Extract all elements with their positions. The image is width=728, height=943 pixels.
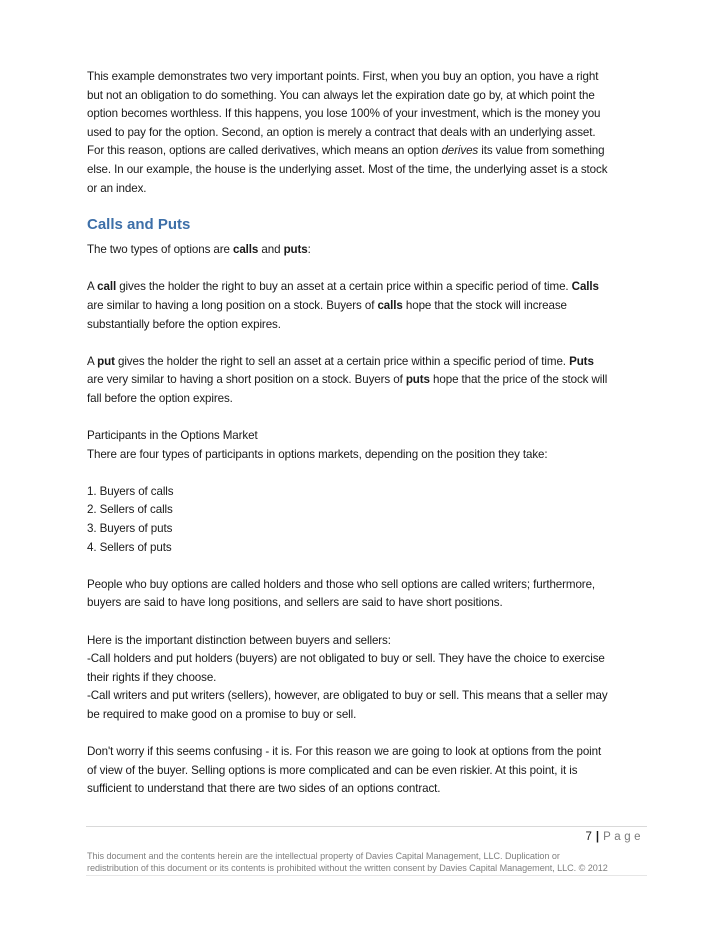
emphasis-derives: derives xyxy=(441,144,479,158)
participants-title: Participants in the Options Market xyxy=(87,429,258,443)
types-sentence: The two types of options are calls and puts: xyxy=(87,243,311,257)
call-paragraph: A call gives the holder the right to buy an asset at a certain price within a specific period of time. Calls are similar to having a long position on a stock. Buyers of calls hope that the stock will increase substantially before the option expires. xyxy=(87,280,599,331)
page-number-value: 7 xyxy=(585,831,592,843)
intro-paragraph xyxy=(87,68,647,198)
distinction-paragraph: Here is the important distinction between buyers and sellers: -Call holders and put holders (buyers) are not obligated to buy or sell. They have the choice to exercise their rights if they choose. -Call writers and put writers (sellers), however, are obligated to buy or sell. This means that a seller may be required to make good on a promise to buy or sell. xyxy=(87,633,608,721)
term-calls: calls xyxy=(232,243,259,257)
list-item: 4. Sellers of puts xyxy=(87,540,172,554)
closing-paragraph: Don't worry if this seems confusing - it is. For this reason we are going to look at options from the point of view of the buyer. Selling options is more complicated and can be even riskier. At this point, it is sufficient to understand that there are two sides of an options contract. xyxy=(87,745,602,796)
holders-paragraph: People who buy options are called holders and those who sell options are called writers; furthermore, buyers are said to have long positions, and sellers are said to have short positions. xyxy=(87,577,596,610)
copyright-notice: This document and the contents herein are the intellectual property of Davies Capital Management, LLC. Duplication or redistribution of this document or its contents is prohibited without the written consent by Davies Capital Management, LLC. © 2012 xyxy=(87,851,608,874)
section-heading: Calls and Puts xyxy=(87,216,191,234)
term-puts: puts xyxy=(283,243,308,257)
page-number xyxy=(586,829,644,845)
term-call: call xyxy=(97,280,117,294)
participants-list xyxy=(87,483,647,557)
intro-line: used to pay for the option. Second, an option is merely a contract that deals with an underlying asset. xyxy=(87,125,596,139)
term-put: put xyxy=(97,354,115,368)
intro-line: For this reason, options are called derivatives, which means an option derives its value from something xyxy=(87,144,605,158)
participants-paragraph: Participants in the Options Market There are four types of participants in options markets, depending on the position they take: xyxy=(87,427,647,464)
list-item: 3. Buyers of puts xyxy=(87,522,173,536)
page-word: Page xyxy=(603,831,644,843)
intro-line: or an index. xyxy=(87,181,147,195)
list-item: 2. Sellers of calls xyxy=(87,503,173,517)
intro-line: This example demonstrates two very important points. First, when you buy an option, you have a right xyxy=(87,70,599,83)
footer-divider xyxy=(86,826,647,827)
intro-line: option becomes worthless. If this happens, you lose 100% of your investment, which is the money you xyxy=(87,107,601,121)
intro-line: but not an obligation to do something. You can always let the expiration date go by, at which point the xyxy=(87,88,595,102)
footer-bottom-divider xyxy=(86,875,647,876)
intro-line: else. In our example, the house is the underlying asset. Most of the time, the underlying asset is a stock xyxy=(87,162,608,176)
page-number-separator: | xyxy=(595,831,600,843)
put-paragraph: A put gives the holder the right to sell an asset at a certain price within a specific period of time. Puts are very similar to having a short position on a stock. Buyers of puts hope that the price of the stock will fall before the option expires. xyxy=(87,354,608,405)
list-item: 1. Buyers of calls xyxy=(87,484,174,498)
document-body xyxy=(87,68,647,799)
